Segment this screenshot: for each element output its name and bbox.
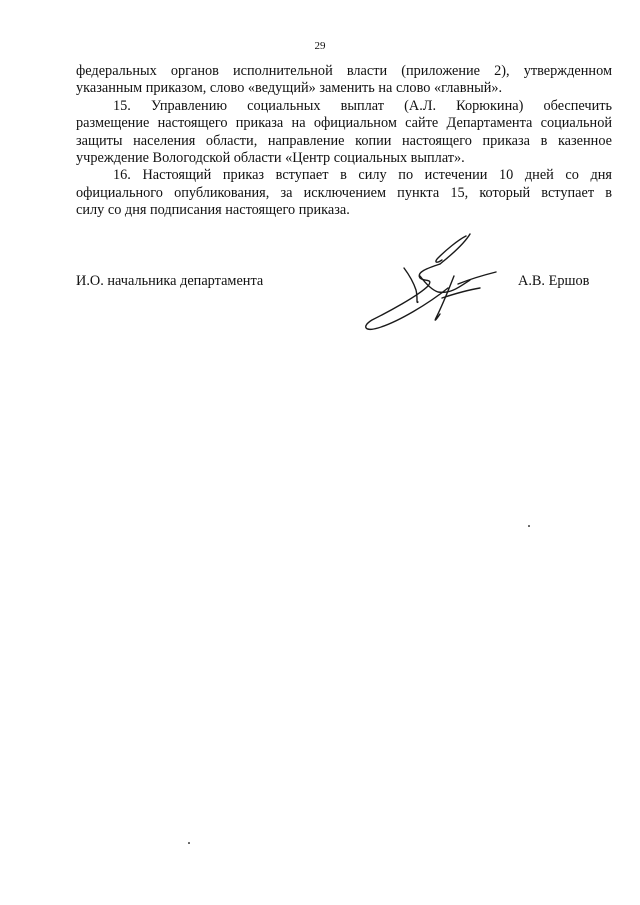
text-line: защиты населения области, направление копии настоящего приказа в казенное [76, 132, 612, 149]
text-line: силу со дня подписания настоящего приказа. [76, 202, 350, 219]
text-line: указанным приказом, слово «ведущий» заменить на слово «главный». [76, 80, 503, 97]
handwritten-signature [358, 228, 518, 338]
signer-position: И.О. начальника департамента [76, 273, 264, 289]
scan-speck [188, 842, 190, 844]
text-line: официального опубликования, за исключением пункта 15, который вступает в [76, 184, 612, 201]
paragraph-continuation [76, 63, 612, 98]
page-number: 29 [314, 40, 326, 52]
text-line: учреждение Вологодской области «Центр социальных выплат». [76, 150, 465, 167]
signer-name: А.В. Ершов [518, 273, 590, 289]
text-line: федеральных органов исполнительной власти (приложение 2), утвержденном [76, 63, 612, 79]
text-line: размещение настоящего приказа на официальном сайте Департамента социальной [76, 115, 612, 132]
document-body [76, 63, 612, 220]
paragraph-item-16 [76, 167, 612, 219]
scan-speck [528, 525, 530, 527]
paragraph-item-15 [76, 98, 612, 168]
text-line: 16. Настоящий приказ вступает в силу по истечении 10 дней со дня [113, 167, 612, 184]
text-line: 15. Управлению социальных выплат (А.Л. Корюкина) обеспечить [113, 97, 612, 114]
